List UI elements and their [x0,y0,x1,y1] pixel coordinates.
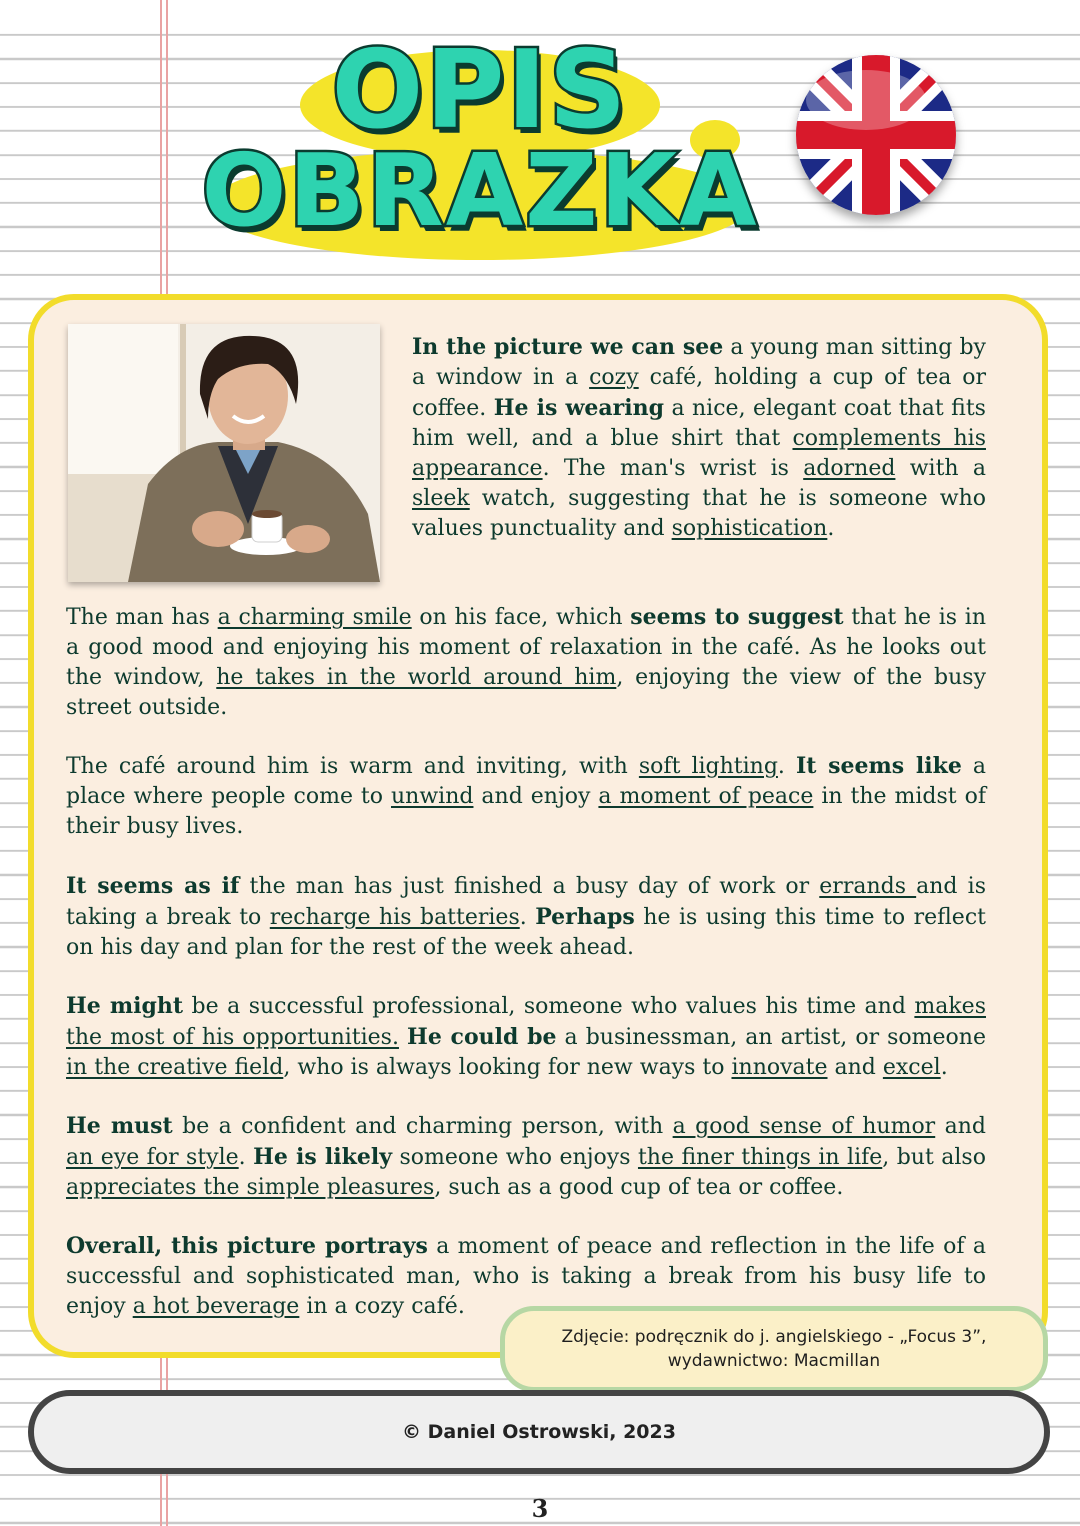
vocab-underlined: soft lighting [638,754,778,779]
vocab-underlined: he takes in the world around him [216,665,617,690]
text-span: a moment of peace and reflection in the life of a successful and sophisticated man, who is taking a break from his busy life to enjoy [66,1234,987,1319]
vocab-underlined: sophistication [671,516,828,541]
text-span: that he is in a good mood and enjoying his moment of relaxation in the café. As he looks out the window, [66,605,986,690]
vocab-underlined: appreciates the simple pleasures [66,1175,435,1200]
text-span: in a cozy café. [299,1294,465,1319]
text-span: , enjoying the view of the busy street outside. [66,665,987,720]
text-span: and [935,1114,987,1139]
photo-source-caption [500,1306,1048,1392]
paragraph-personality [66,1111,986,1203]
vocab-underlined: adorned [803,456,896,481]
text-span: he is using this time to reflect on his day and plan for the rest of the week ahead. [66,905,986,960]
vocab-underlined: excel [882,1055,941,1080]
phrase-bold: It seems as if [66,873,240,899]
vocab-underlined: a good sense of humor [672,1114,936,1139]
text-span: on his face, which [411,605,631,630]
text-span: café, holding a cup of tea or coffee. [412,365,986,421]
text-span: a nice, elegant coat that fits him well, and a blue shirt that [412,396,986,451]
vocab-underlined: a hot beverage [132,1294,300,1319]
text-span: . [238,1145,254,1170]
text-span: and is taking a break to [66,874,986,930]
text-span: The café around him is warm and inviting, with [66,754,639,779]
vocab-underlined: in the creative field [66,1055,284,1080]
text-span: in the midst of their busy lives. [66,784,986,839]
text-span: the man has just finished a busy day of work or [239,874,820,899]
vocab-underlined: sleek [412,486,470,511]
vocab-underlined: innovate [731,1055,828,1080]
text-span: with a [895,456,986,481]
paragraph-smile [66,602,986,723]
text-span: watch, suggesting that he is someone who values punctuality and [412,486,986,541]
vocab-underlined: the finer things in life [637,1145,883,1170]
vocab-underlined: cozy [589,365,639,390]
vocab-underlined: errands [819,874,917,899]
caption-line-1: Zdjęcie: podręcznik do j. angielskiego - „Focus 3”, [561,1327,987,1347]
phrase-bold: seems to suggest [630,604,844,630]
vocab-underlined: recharge his batteries [269,905,520,930]
title-line-1: OPIS [331,28,629,153]
vocab-underlined: an eye for style [66,1145,239,1170]
text-span: . [519,905,536,930]
phrase-bold: He is wearing [493,395,664,421]
phrase-bold: He might [66,993,184,1019]
text-span: be a successful professional, someone who values his time and [183,994,915,1019]
text-span: , but also [882,1145,986,1170]
vocab-underlined: a moment of peace [598,784,814,809]
vocab-underlined: makes the most of his opportunities. [66,994,986,1050]
text-span: The man has [66,605,218,630]
phrase-bold: He must [66,1113,173,1139]
text-span: . [827,516,835,541]
vocab-underlined: complements his appearance [412,426,986,481]
vocab-underlined: unwind [391,784,474,809]
intro-paragraph [412,332,986,544]
page-title [190,30,770,260]
title-line-2: OBRAZKA [201,132,759,249]
phrase-bold: He could be [407,1024,557,1050]
text-span: a young man sitting by a window in a [412,335,986,390]
text-span: and [827,1055,883,1080]
text-span: a place where people come to [66,754,986,809]
text-span: . [940,1055,948,1080]
text-span: someone who enjoys [392,1145,638,1170]
phrase-bold: He is likely [253,1144,393,1170]
text-span: be a confident and charming person, with [172,1114,673,1139]
phrase-bold: Overall, this picture portrays [66,1233,428,1259]
phrase-bold: It seems like [795,753,962,779]
phrase-bold: In the picture we can see [412,334,724,360]
cafe-man-photo [68,324,380,582]
copyright-text: © Daniel Ostrowski, 2023 [402,1421,676,1443]
page-number: 3 [531,1494,549,1523]
text-span: a businessman, an artist, or someone [556,1025,986,1050]
paragraph-cafe [66,751,986,842]
text-span: , such as a good cup of tea or coffee. [434,1175,844,1200]
vocab-underlined: a charming smile [217,605,412,630]
union-jack-flag-icon [796,55,956,215]
text-span: . [777,754,796,779]
text-span [399,1025,407,1050]
text-span: . The man's wrist is [542,456,804,481]
footer-copyright-box [28,1390,1050,1474]
paragraph-professional [66,991,986,1083]
text-span: , who is always looking for new ways to [283,1055,732,1080]
paragraph-break [66,871,986,963]
phrase-bold: Perhaps [535,904,635,930]
caption-line-2: wydawnictwo: Macmillan [667,1351,881,1371]
text-span: and enjoy [473,784,599,809]
